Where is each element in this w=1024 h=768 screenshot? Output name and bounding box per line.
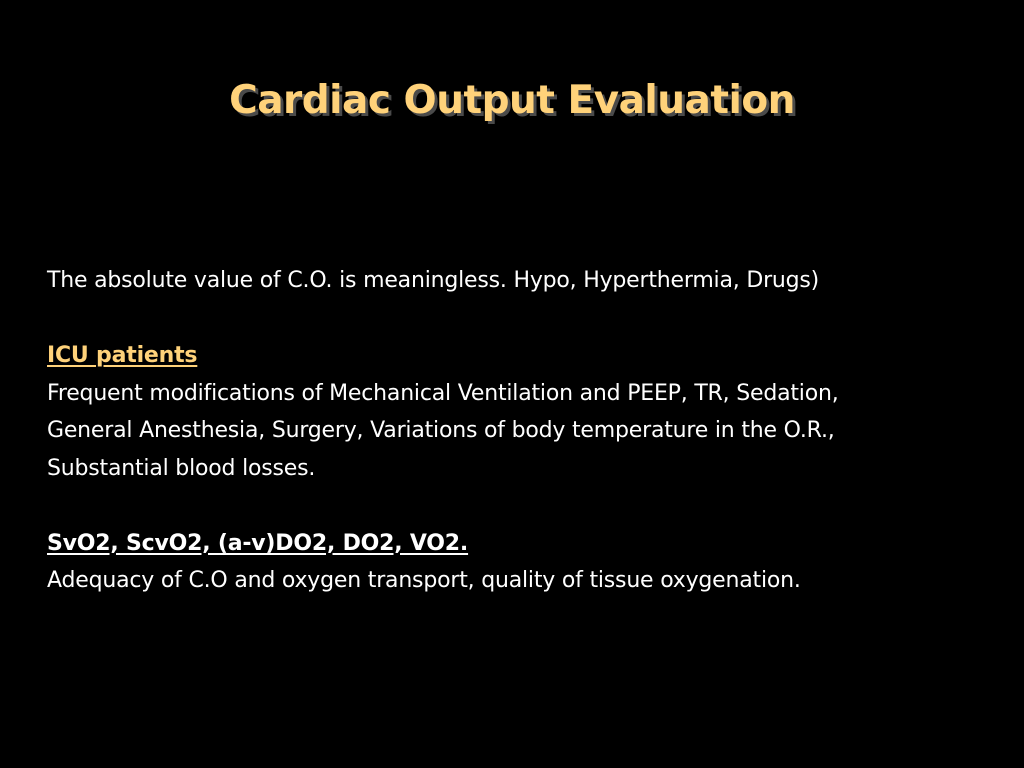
intro-text: The absolute value of C.O. is meaningless. Hypo, Hyperthermia, Drugs) [47, 268, 820, 293]
icu-patients-heading: ICU patients [47, 343, 198, 368]
slide-body [47, 262, 1007, 600]
icu-text-line: Frequent modifications of Mechanical Ventilation and PEEP, TR, Sedation, [47, 380, 839, 406]
spacer [47, 487, 1007, 525]
section-heading-oxygen [47, 525, 1007, 563]
spacer [47, 300, 1007, 338]
oxygen-parameters-heading: SvO2, ScvO2, (a-v)DO2, DO2, VO2. [47, 530, 469, 556]
icu-text-line: Substantial blood losses. [47, 455, 316, 481]
section-heading-icu [47, 337, 1007, 375]
slide-title: Cardiac Output Evaluation [229, 78, 795, 123]
icu-text-line: General Anesthesia, Surgery, Variations of body temperature in the O.R., [47, 418, 835, 443]
oxygen-text-line: Adequacy of C.O and oxygen transport, quality of tissue oxygenation. [47, 568, 801, 593]
